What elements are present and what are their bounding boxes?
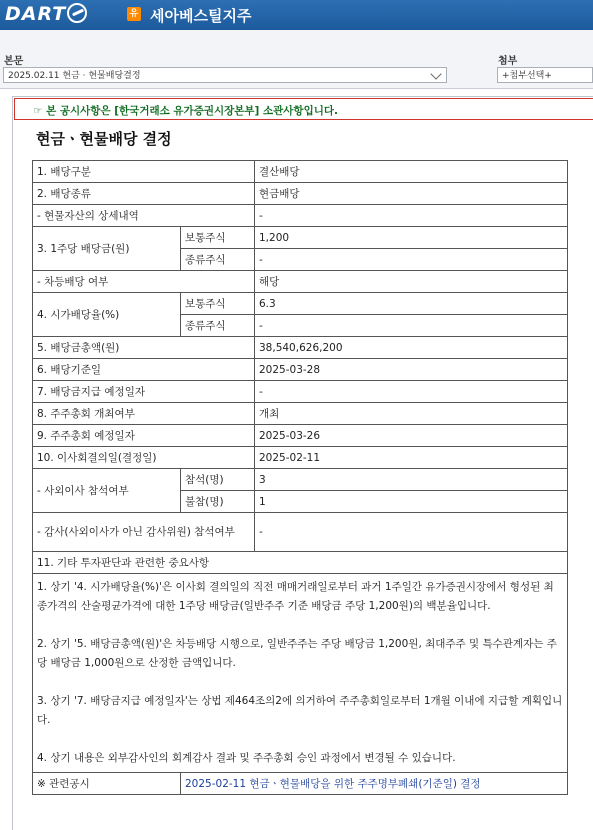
table-row bbox=[33, 447, 568, 469]
row-label: 11. 기타 투자판단과 관련한 중요사항 bbox=[33, 552, 568, 574]
row-label: 5. 배당금총액(원) bbox=[33, 337, 255, 359]
row-sublabel: 불참(명) bbox=[181, 491, 255, 513]
row-sublabel: 보통주식 bbox=[181, 227, 255, 249]
table-row bbox=[33, 183, 568, 205]
table-row bbox=[33, 271, 568, 293]
row-label: 1. 배당구분 bbox=[33, 161, 255, 183]
row-label: - 사외이사 참석여부 bbox=[33, 469, 181, 513]
attach-label: 첨부 bbox=[498, 56, 518, 67]
table-row bbox=[33, 205, 568, 227]
note-item: 1. 상기 '4. 시가배당율(%)'은 이사회 결의일의 직전 매매거래일로부터 과거 1주일간 유가증권시장에서 형성된 최종가격의 산술평균가격에 대한 1주당 배당금(일반주주 기준 배당금 주당 1,200원)의 백분율입니다. bbox=[37, 581, 554, 612]
related-disclosure-link[interactable]: 2025-02-11 현금ㆍ현물배당을 위한 주주명부폐쇄(기준일) 결정 bbox=[181, 773, 568, 795]
row-label: 2. 배당종류 bbox=[33, 183, 255, 205]
row-value: - bbox=[255, 315, 568, 337]
table-row bbox=[33, 773, 568, 795]
row-label: 7. 배당금지급 예정일자 bbox=[33, 381, 255, 403]
row-label: 3. 1주당 배당금(원) bbox=[33, 227, 181, 271]
row-value: 6.3 bbox=[255, 293, 568, 315]
note-item: 2. 상기 '5. 배당금총액(원)'은 차등배당 시행으로, 일반주주는 주당 배당금 1,200원, 최대주주 및 특수관계자는 주당 배당금 1,000원으로 산정한 금액입니다. bbox=[37, 638, 557, 669]
row-value: 1 bbox=[255, 491, 568, 513]
note-item: 4. 상기 내용은 외부감사인의 회계감사 결과 및 주주총회 승인 과정에서 변경될 수 있습니다. bbox=[37, 752, 456, 764]
page-title: 현금ㆍ현물배당 결정 bbox=[36, 130, 172, 148]
row-label: - 현물자산의 상세내역 bbox=[33, 205, 255, 227]
row-value: 2025-02-11 bbox=[255, 447, 568, 469]
row-value: 2025-03-28 bbox=[255, 359, 568, 381]
row-label: - 차등배당 여부 bbox=[33, 271, 255, 293]
row-label: 10. 이사회결의일(결정일) bbox=[33, 447, 255, 469]
row-label: 6. 배당기준일 bbox=[33, 359, 255, 381]
row-sublabel: 종류주식 bbox=[181, 249, 255, 271]
table-row bbox=[33, 469, 568, 491]
row-value: 현금배당 bbox=[255, 183, 568, 205]
company-badge-icon: 유 bbox=[127, 7, 141, 21]
row-sublabel: 보통주식 bbox=[181, 293, 255, 315]
attach-select-value: +첨부선택+ bbox=[502, 71, 552, 81]
row-value: 3 bbox=[255, 469, 568, 491]
row-value: - bbox=[255, 513, 568, 552]
table-row bbox=[33, 227, 568, 249]
table-row bbox=[33, 359, 568, 381]
table-row bbox=[33, 552, 568, 574]
row-value: 결산배당 bbox=[255, 161, 568, 183]
row-label: 4. 시가배당율(%) bbox=[33, 293, 181, 337]
toolbar bbox=[0, 30, 593, 89]
related-label: ※ 관련공시 bbox=[33, 773, 181, 795]
row-label: - 감사(사외이사가 아닌 감사위원) 참석여부 bbox=[33, 513, 255, 552]
notice-text: ☞ 본 공시사항은 [한국거래소 유가증권시장본부] 소관사항입니다. bbox=[33, 105, 338, 117]
attach-select[interactable] bbox=[497, 67, 593, 83]
row-label: 8. 주주총회 개최여부 bbox=[33, 403, 255, 425]
body-select-value: 2025.02.11 현금 · 현물배당결정 bbox=[8, 71, 141, 81]
row-value: 1,200 bbox=[255, 227, 568, 249]
table-row bbox=[33, 403, 568, 425]
table-row bbox=[33, 161, 568, 183]
row-value: - bbox=[255, 205, 568, 227]
row-value: 개최 bbox=[255, 403, 568, 425]
table-row bbox=[33, 425, 568, 447]
disclosure-table bbox=[32, 160, 568, 795]
notice-box bbox=[14, 98, 593, 120]
dart-header bbox=[0, 0, 593, 30]
body-select[interactable] bbox=[3, 67, 447, 83]
note-item: 3. 상기 '7. 배당금지급 예정일자'는 상법 제464조의2에 의거하여 주주총회일로부터 1개월 이내에 지급할 계획입니다. bbox=[37, 695, 563, 726]
table-row bbox=[33, 293, 568, 315]
table-row bbox=[33, 337, 568, 359]
body-label: 본문 bbox=[4, 56, 24, 67]
table-row bbox=[33, 574, 568, 773]
row-value: - bbox=[255, 381, 568, 403]
row-value: 해당 bbox=[255, 271, 568, 293]
table-row bbox=[33, 513, 568, 552]
table-row bbox=[33, 381, 568, 403]
row-sublabel: 종류주식 bbox=[181, 315, 255, 337]
chevron-down-icon bbox=[430, 68, 441, 79]
dart-logo-icon bbox=[67, 3, 87, 23]
row-value: 2025-03-26 bbox=[255, 425, 568, 447]
row-value: 38,540,626,200 bbox=[255, 337, 568, 359]
company-name[interactable]: 세아베스틸지주 bbox=[150, 7, 252, 25]
row-sublabel: 참석(명) bbox=[181, 469, 255, 491]
row-value: - bbox=[255, 249, 568, 271]
notes-cell bbox=[33, 574, 568, 773]
dart-logo[interactable]: DART bbox=[5, 3, 87, 25]
row-label: 9. 주주총회 예정일자 bbox=[33, 425, 255, 447]
